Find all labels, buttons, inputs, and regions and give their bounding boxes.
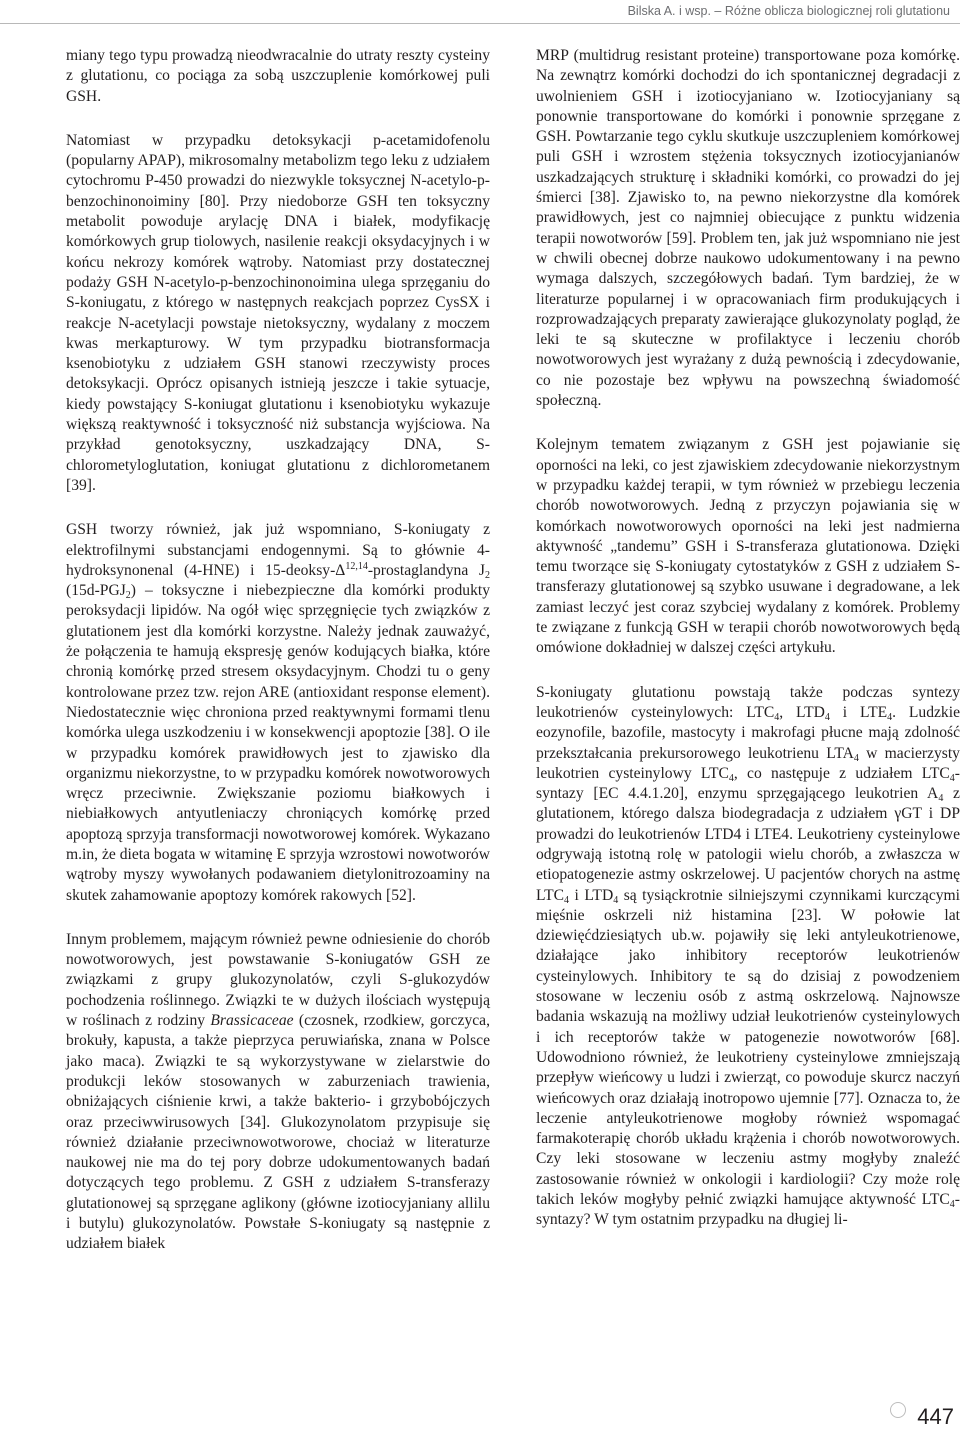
paragraph xyxy=(66,930,490,1255)
italic-term: Brassicaceae xyxy=(210,1012,294,1030)
text-run: Innym problemem, mającym również pewne odniesienie do chorób nowotworowych, jest powstawanie S-koniugatów GSH ze związkami z grupy glukozynolatów, czyli S-glukozydów pochodzenia roślinnego. Związki te w dużych ilościach występują w roślinach z rodziny xyxy=(66,930,490,1030)
header-article-title: Różne oblicza biologicznej roli glutationu xyxy=(724,4,950,18)
paragraph xyxy=(536,683,960,1231)
paragraph xyxy=(66,520,490,906)
text-run: -prostaglandyna J xyxy=(367,561,485,579)
text-run: w macierzysty leukotrien cysteinylowy LTC xyxy=(536,744,960,782)
subscript: 2 xyxy=(485,569,490,581)
page-marker-circle xyxy=(890,1402,906,1418)
text-run: GSH tworzy również, jak już wspomniano, S-koniugaty z elektrofilnymi substancjami endogennymi. Są to głównie 4-hydroksynonenal (4-HNE) i 15-deoksy-Δ xyxy=(66,521,490,579)
paragraph: MRP (multidrug resistant proteine) transportowane poza komórkę. Na zewnątrz komórki dochodzi do ich spontanicznej degradacji z uwolnieniem GSH i izotiocyjaniano w. Izotiocyjaniany są ponownie transportowane do komórki i ponownie sprzęgane z GSH. Powtarzanie tego cyklu skutkuje uszczupleniem komórkowej puli GSH i wzrostem stężenia toksycznych izotiocyjanianów uszkadzających strukturę i składniki komórki, co prowadzi do jej śmierci [38]. Zjawisko to, na pewno niekorzystne dla komórek prawidłowych, jest co najmniej obiecujące z punktu widzenia terapii nowotworów [59]. Problem ten, jak już wspomniano nie jest w chwili obecnej dobrze naukowo udokumentowany i na pewno wymaga dalszych, szczegółowych badań. Tym bardziej, że w literaturze popularnej i w opracowaniach firm produkujących i rozprowadzających preparaty zawierające glukozynolaty pogląd, że leki te są skuteczne w profilaktyce i leczeniu chorób nowotworowych jest wyrażany z dużą pewnością i zdecydowanie, co nie pozostaje bez wpływu na powszechną świadomość społeczną. xyxy=(536,47,960,410)
text-run: i LTE xyxy=(829,703,888,721)
text-run: , LTD xyxy=(779,703,825,721)
subscript: 4 xyxy=(613,894,619,906)
subscript: 4 xyxy=(824,711,830,723)
subscript: 2 xyxy=(125,590,131,602)
text-run: ) – toksyczne i niebezpieczne dla komórki produkty peroksydacji lipidów. Na ogół więc sprzęgnięcie tych związków z glutationem jest dla komórki korzystne. Należy jednak zauważyć, że połączenia te hamują ekspresję genów kodujących białka, które chronią komórkę przed stresem oksydacyjnym. Chodzi tu o geny kontrolowane przez tzw. rejon ARE (antioxidant response element). Niedostatecznie więc chroniona przed reaktywnymi formami tlenu komórka ulega uszkodzeniu i w konsekwencji apoptozie [38]. O ile w przypadku komórek prawidłowych jest to zjawisko dla organizmu niekorzystne, to w przypadku komórek nowotworowych wręcz przeciwnie. Zwiększanie poziomu białkowych i niebiałkowych antyutleniaczy chroniących komórkę przed apoptozą sprzyja transformacji nowotworowej komórek. Wykazano m.in, że dieta bogata w witaminę E sprzyja wzrostowi nowotworów wątroby myszy wywołanych podawaniem dietylonitrozoaminy na skutek zahamowanie apoptozy komórek rakowych [52]. xyxy=(66,582,490,904)
text-run: i LTD xyxy=(569,886,614,904)
superscript: 12,14 xyxy=(345,560,368,572)
subscript: 4 xyxy=(949,1199,955,1211)
subscript: 4 xyxy=(564,894,570,906)
text-run: z glutationem, którego dalsza biodegradacja z udziałem γGT i DP prowadzi do leukotrienów LTD4 i LTE4. Leukotrieny cysteinylowe odgrywają istotną rolę w patologii wielu chorób, a zwłaszcza w etiopatogenezie astmy oskrzelowej. U pacjentów chorych na astmę LTC xyxy=(536,785,960,904)
running-header xyxy=(0,0,960,24)
text-run: . Ludzkie eozynofile, bazofile, mastocyty i makrofagi płucne mają zdolność przekształcania prekursorowego leukotrienu LTA xyxy=(536,703,960,762)
paragraph: Natomiast w przypadku detoksykacji p-acetamidofenolu (popularny APAP), mikrosomalny metabolizm tego leku z udziałem cytochromu P-450 prowadzi do niezwykle toksycznej N-acetylo-p-benzochinonoiminy [80]. Przy niedoborze GSH ten toksyczny metabolit powoduje arylację DNA i białek, modyfikację komórkowych grup tiolowych, nasilenie reakcji oksydacyjnych i w końcu nekrozy komórek wątroby. Natomiast przy dostatecznej podaży GSH N-acetylo-p-benzochinonoimina ulega sprzęganiu do S-koniugatu, z którego w następnych reakcjach poprzez CysSX i reakcje N-acetylacji powstaje nietoksyczny, wydalany z moczem kwas merkapturowy. W tym przypadku biotransformacja ksenobiotyku z udziałem GSH stanowi rzeczywisty proces detoksykacji. Oprócz opisanych istnieją jeszcze i takie sytuacje, kiedy powstający S-koniugat glutationu i ksenobiotyku wykazuje większą reaktywność i toksyczność niż substancja wyjściowa. Na przykład genotoksyczny, uszkadzający DNA, S-chlorometyloglutation, koniugat glutationu z dichlorometanem [39]. xyxy=(66,131,490,494)
paragraph: Kolejnym tematem związanym z GSH jest pojawianie się oporności na leki, co jest zjawiskiem zdecydowanie niekorzystnym w przypadku każdej terapii, w tym również w przebiegu leczenia chorób nowotworowych. Jedną z przyczyn pojawiania się w komórkach nowotworowych oporności na leki jest nadmierna aktywność „tandemu” GSH i S-transferaza glutationowa. Dzięki temu tworzące się S-koniugaty cytostatyków z GSH z udziałem S-transferazy glutationowej są szybko usuwane i degradowane, a lek zamiast leczyć jest coraz szybciej wydalany z komórek. Problemy te związane z funkcją GSH w terapii chorób nowotworowych będą omówione dokładniej w dalszej części artykułu. xyxy=(536,436,960,657)
paragraph: miany tego typu prowadzą nieodwracalnie do utraty reszty cysteiny z glutationu, co pociąga za sobą uszczuplenie komórkowej puli GSH. xyxy=(66,47,490,105)
right-column xyxy=(536,46,960,1255)
text-run: (czosnek, rzodkiew, gorczyca, brokuły, kapusta, a także pieprzyca peruwiańska, znana w Polsce jako maca). Związki te są wykorzystywane w zielarstwie do produkcji leków stosowanych w zaburzeniach trawienia, obniżających ciśnienie krwi, a także bakterio- i grzybobójczych oraz przeciwwirusowych [34]. Glukozynolatom przypisuje się również działanie przeciwnowotworowe, chociaż w literaturze naukowej nie ma do tej pory dobrze udokumentowanych badań dotyczących tego problemu. Z GSH z udziałem S-transferazy glutationowej są sprzęgane aglikony (główne izotiocyjaniany allilu i butylu) glukozynolatów. Powstałe S-koniugaty są następnie z udziałem białek xyxy=(66,1012,490,1253)
subscript: 4 xyxy=(938,793,944,805)
header-separator: – xyxy=(710,4,725,18)
text-run: -syntazy [EC 4.4.1.20], enzymu sprzęgającego leukotrien A xyxy=(536,764,960,803)
text-run: są tysiąckrotnie silniejszymi czynnikami kurczącymi mięśnie oskrzeli niż histamina [23]. W połowie lat dziewięćdziesiątych ub.w. pojawiły się leki antyleukotrienowe, działające jako inhibitory receptorów leukotrienów cysteinylowych. Inhibitory te są do dzisiaj z powodzeniem stosowane w leczeniu osób z astmą oskrzelową. Najnowsze badania wskazują na możliwy udział leukotrienów cysteinylowych i ich receptorów także w patogenezie nowotworów [68]. Udowodniono również, że leukotrieny cysteinylowe zmniejszają przepływ wieńcowy u ludzi i zwierząt, co powoduje skurcz naczyń wieńcowych oraz działają inotropowo ujemnie [77]. Oznacza to, że leczenie antyleukotrienowe mogłoby również wspomagać farmakoterapię chorób układu krążenia i chorób nowotworowych. Czy leki stosowane w leczeniu astmy mogłyby znaleźć zastosowanie również w onkologii i kardiologii? Czy może rolę takich leków mogłyby pełnić związki hamujące aktywność LTC xyxy=(536,886,960,1209)
subscript: 4 xyxy=(949,772,955,784)
subscript: 4 xyxy=(853,752,859,764)
page-number: 447 xyxy=(917,1404,954,1429)
text-run: , co następuje z udziałem LTC xyxy=(733,764,950,782)
text-run: S-koniugaty glutationu powstają także podczas syntezy leukotrienów cysteinylowych: LTC xyxy=(536,683,960,721)
text-run: (15d-PGJ xyxy=(66,582,126,600)
left-column xyxy=(66,46,490,1279)
subscript: 4 xyxy=(728,772,734,784)
header-authors: Bilska A. i wsp. xyxy=(627,4,711,18)
subscript: 4 xyxy=(774,711,780,723)
text-run: -syntazy? W tym ostatnim przypadku na długiej li- xyxy=(536,1191,960,1229)
subscript: 4 xyxy=(887,711,893,723)
